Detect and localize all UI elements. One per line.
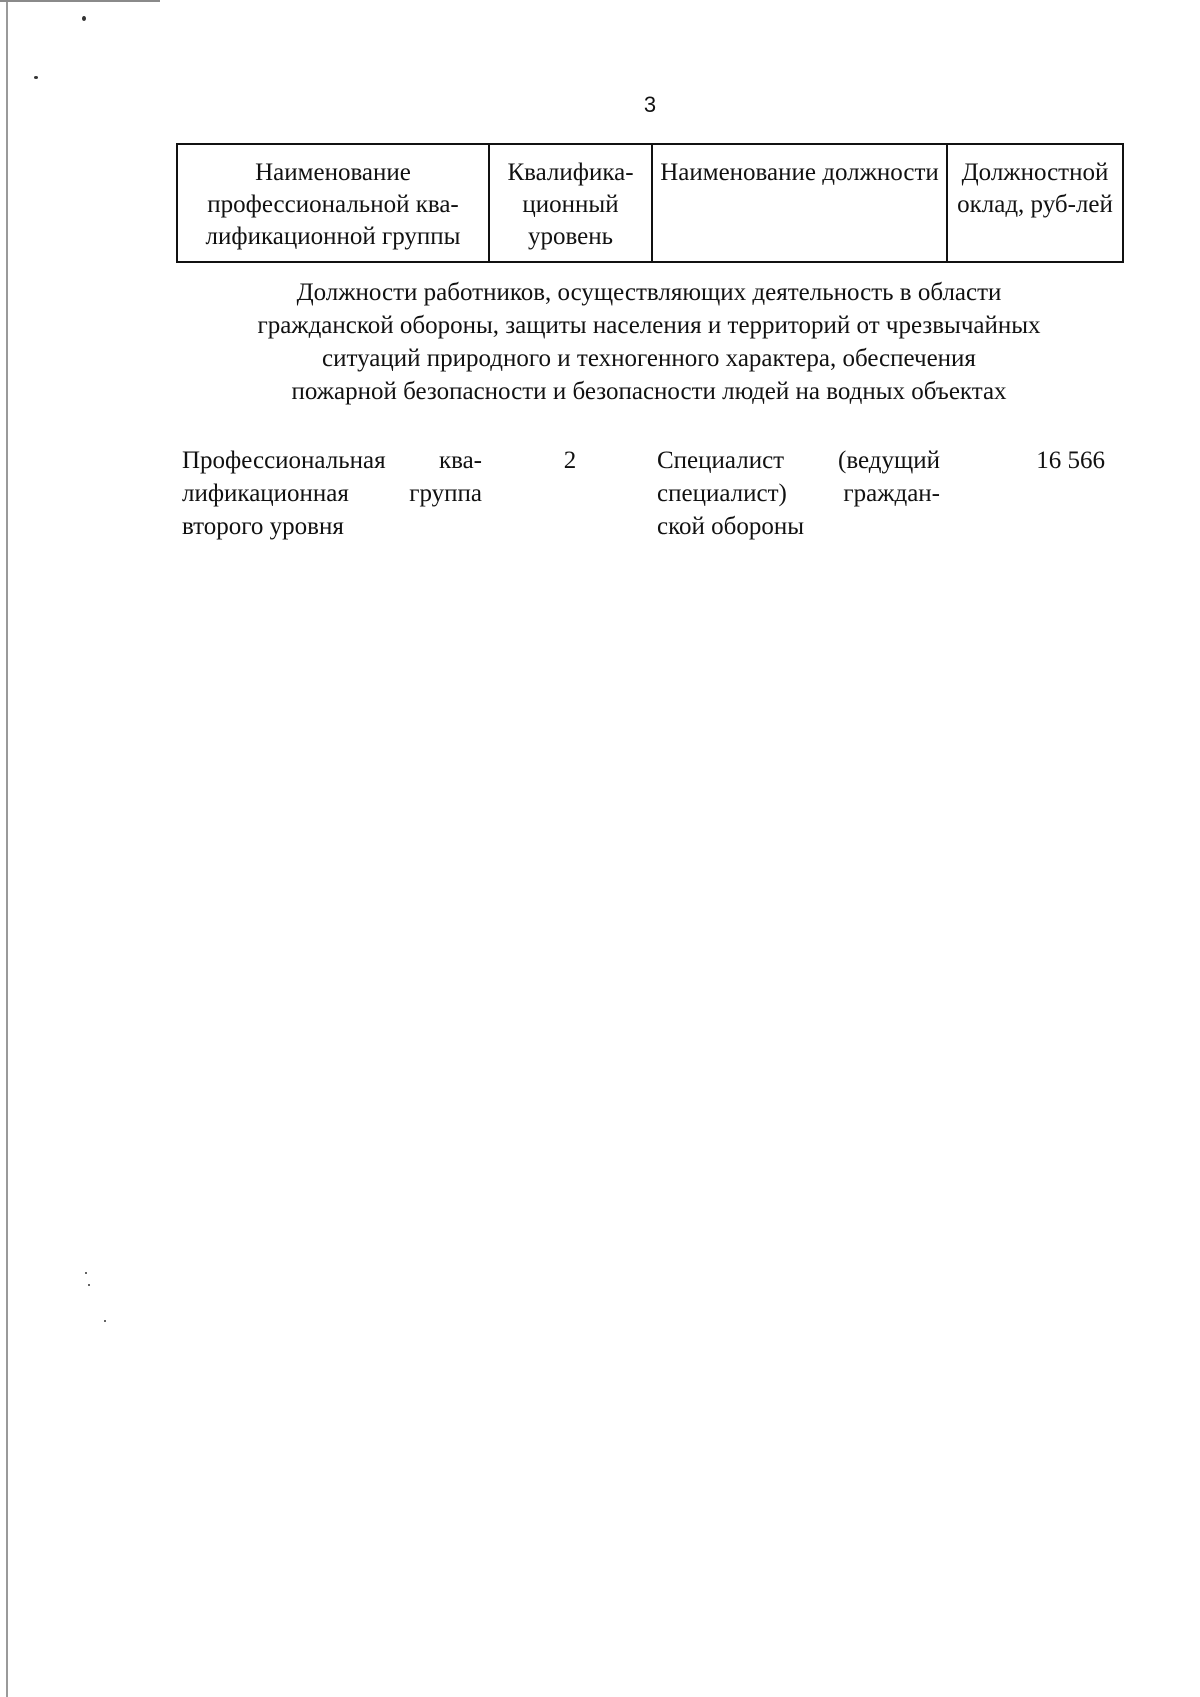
section-title-line: пожарной безопасности и безопасности людей на водных объектах	[291, 378, 1007, 405]
section-title-line: гражданской обороны, защиты населения и территорий от чрезвычайных	[257, 312, 1041, 339]
row-group-line: Профессиональная ква-	[182, 447, 482, 474]
row-position-line: ской обороны	[657, 513, 804, 540]
row-group-line: второго уровня	[182, 513, 344, 540]
scan-left-edge	[6, 0, 8, 1697]
row-qualification-level: 2	[563, 447, 577, 474]
section-title-line: Должности работников, осуществляющих деятельность в области	[296, 279, 1002, 306]
row-position-line: специалист) граждан-	[657, 480, 940, 507]
header-salary: Должностной оклад, руб-лей	[947, 144, 1123, 262]
salary-table-header	[176, 143, 1124, 263]
row-position-line: Специалист (ведущий	[657, 447, 940, 474]
header-qualification-level: Квалифика-ционный уровень	[489, 144, 652, 262]
scan-top-edge	[0, 0, 160, 2]
scan-speck	[104, 1320, 106, 1322]
scan-speck	[85, 1272, 87, 1274]
table-header-row	[177, 144, 1123, 262]
section-title	[176, 276, 1122, 408]
row-position-name	[657, 444, 940, 543]
page-number: 3	[643, 92, 657, 117]
row-salary: 16 566	[1036, 447, 1105, 474]
section-title-line: ситуаций природного и техногенного характера, обеспечения	[322, 345, 976, 372]
header-group-name: Наименование профессиональной ква-лификационной группы	[177, 144, 489, 262]
scan-speck	[34, 76, 38, 79]
scan-speck	[82, 16, 86, 21]
scan-speck	[88, 1284, 90, 1286]
row-group-name	[182, 444, 482, 543]
row-group-line: лификационная группа	[182, 480, 482, 507]
header-position-name: Наименование должности	[652, 144, 947, 262]
